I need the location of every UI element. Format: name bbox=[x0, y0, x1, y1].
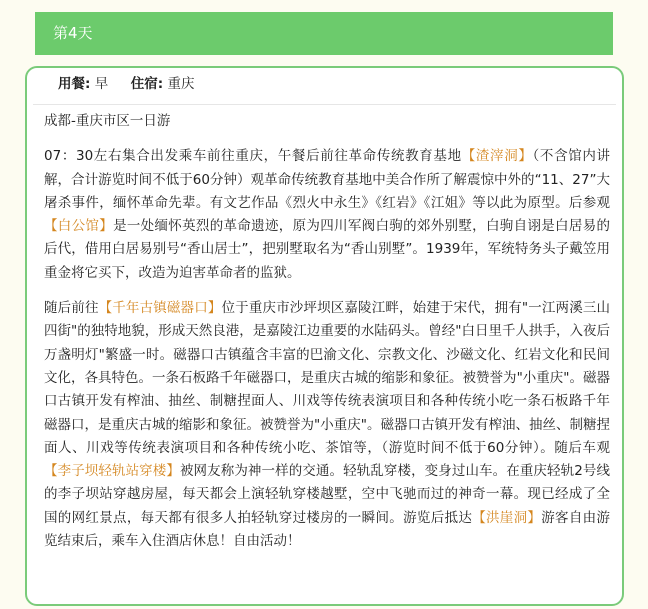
para1-text-2: （不含馆内讲解，合计游览时间不低于60分钟）观革命传统教育基地中美合作所了解震惊中外的“11、27”大屠杀事件，缅怀革命先辈。有文艺作品《烈火中永生》《红岩》《江姐》等以此为原型。后参观 bbox=[44, 148, 611, 211]
para2-text-2: 位于重庆市沙坪坝区嘉陵江畔，始建于宋代，拥有"一江两溪三山四街"的独特地貌，形成天然良港，是嘉陵江边重要的水陆码头。曾经"白日里千人拱手，入夜后万盏明灯"繁盛一时。磁器口古镇蕴含丰富的巴渝文化、宗教文化、沙磁文化、红岩文化和民间文化，各具特色。一条石板路千年磁器口，是重庆古城的缩影和象征。被赞誉为"小重庆"。磁器口古镇开发有榨油、抽丝、制糖捏面人、川戏等传统表演项目和各种传统小吃一条石板路千年磁器口，是重庆古城的缩影和象征。被赞誉为"小重庆"。磁器口古镇开发有榨油、抽丝、制糖捏面人、川戏等传统表演项目和各种传统小吃、茶馆等，（游览时间不低于60分钟）。随后车观 bbox=[44, 300, 611, 456]
meal-value: 早 bbox=[94, 76, 109, 92]
paragraph-2 bbox=[44, 297, 610, 553]
attraction-link-liziba[interactable]: 【李子坝轻轨站穿楼】 bbox=[44, 463, 180, 480]
meal-label: 用餐: bbox=[58, 76, 91, 92]
day-title: 第4天 bbox=[53, 24, 93, 42]
para2-text-3: 被网友称为神一样的交通。轻轨乱穿楼，变身过山车。在重庆轻轨2号线的李子坝站穿越房屋，每天都会上演轻轨穿楼越墅，空中飞驰而过的神奇一幕。现已经成了全国的网红景点，每天都有很多人拍轻轨穿过楼房的一瞬间。游览后抵达 bbox=[44, 463, 610, 526]
stay-label: 住宿: bbox=[130, 76, 164, 92]
para2-text-1: 随后前往 bbox=[44, 300, 99, 317]
itinerary-body bbox=[27, 110, 622, 553]
attraction-link-zhazidong[interactable]: 【渣滓洞】 bbox=[461, 148, 533, 165]
route-title: 成都-重庆市区一日游 bbox=[44, 113, 171, 129]
itinerary-card bbox=[25, 66, 624, 606]
para1-text-3: 是一处缅怀英烈的革命遗迹，原为四川军阀白驹的郊外别墅，白驹自诩是白居易的后代，借用白居易别号“香山居士”，把别墅取名为“香山别墅”。1939年，军统特务头子戴笠用重金将它买下，改造为迫害革命者的监狱。 bbox=[44, 218, 610, 281]
attraction-link-hongyadong[interactable]: 【洪崖洞】 bbox=[472, 509, 542, 526]
paragraph-1 bbox=[44, 145, 610, 285]
para2-text-4: 游客自由游览结束后，乘车入住酒店休息！自由活动！ bbox=[44, 509, 610, 550]
attraction-link-ciqikou[interactable]: 【千年古镇磁器口】 bbox=[98, 300, 222, 317]
stay-value: 重庆 bbox=[167, 76, 195, 92]
para1-text-1: 07：30左右集合出发乘车前往重庆，午餐后前往革命传统教育基地 bbox=[44, 148, 462, 165]
meals-row bbox=[33, 68, 616, 105]
day-header bbox=[35, 12, 613, 55]
attraction-link-baigongguan[interactable]: 【白公馆】 bbox=[44, 218, 114, 235]
